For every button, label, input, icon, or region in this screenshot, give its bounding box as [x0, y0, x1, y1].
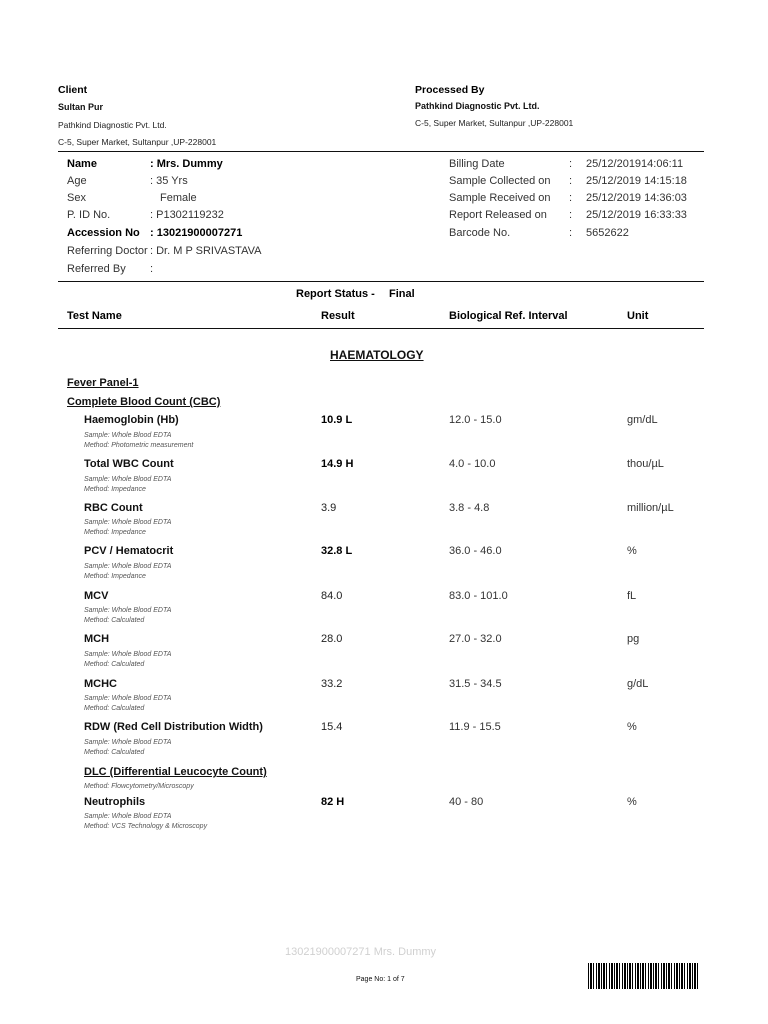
test-unit: thou/µL	[627, 458, 664, 470]
test-name: MCHC	[84, 678, 117, 690]
test-sample: Sample: Whole Blood EDTA	[84, 563, 172, 570]
test-result: 15.4	[321, 721, 343, 733]
column-test-name: Test Name	[67, 310, 122, 322]
test-method: Method: Calculated	[84, 617, 145, 624]
test-range: 4.0 - 10.0	[449, 458, 496, 470]
client-heading: Client	[58, 84, 88, 96]
test-range: 3.8 - 4.8	[449, 502, 490, 514]
test-sample: Sample: Whole Blood EDTA	[84, 813, 172, 820]
accession-label: Accession No	[67, 227, 140, 239]
column-unit: Unit	[627, 310, 649, 322]
patient-age-label: Age	[67, 175, 87, 187]
test-method: Method: Calculated	[84, 705, 145, 712]
processed-by-heading: Processed By	[415, 84, 485, 96]
test-unit: fL	[627, 590, 637, 602]
test-method: Method: Calculated	[84, 749, 145, 756]
panel-title: Fever Panel-1	[67, 377, 139, 389]
referring-doctor-value: : Dr. M P SRIVASTAVA	[150, 245, 262, 257]
barcode-image	[588, 963, 700, 989]
test-sample: Sample: Whole Blood EDTA	[84, 739, 172, 746]
test-sample: Sample: Whole Blood EDTA	[84, 432, 172, 439]
test-unit: g/dL	[627, 678, 649, 690]
barcode-no-label: Barcode No.	[449, 227, 511, 239]
header-divider	[58, 151, 704, 152]
billing-date-colon: :	[569, 158, 573, 170]
accession-value: : 13021900007271	[150, 227, 243, 239]
test-name: RDW (Red Cell Distribution Width)	[84, 721, 263, 733]
test-range: 36.0 - 46.0	[449, 545, 502, 557]
report-status-label: Report Status -	[296, 288, 375, 300]
test-sample: Sample: Whole Blood EDTA	[84, 476, 172, 483]
column-result: Result	[321, 310, 355, 322]
barcode-no-colon: :	[569, 227, 573, 239]
test-name: MCH	[84, 633, 110, 645]
test-name: Total WBC Count	[84, 458, 174, 470]
test-result: 84.0	[321, 590, 343, 602]
test-name: PCV / Hematocrit	[84, 545, 174, 557]
test-unit: pg	[627, 633, 640, 645]
sample-received-value: 25/12/2019 14:36:03	[586, 192, 687, 204]
test-unit: %	[627, 796, 637, 808]
client-name: Sultan Pur	[58, 102, 104, 112]
billing-date-value: 25/12/201914:06:11	[586, 158, 684, 170]
test-result: 82 H	[321, 796, 345, 808]
test-range: 12.0 - 15.0	[449, 414, 502, 426]
test-name: Neutrophils	[84, 796, 146, 808]
test-method: Method: Calculated	[84, 661, 145, 668]
billing-date-label: Billing Date	[449, 158, 505, 170]
test-unit: gm/dL	[627, 414, 658, 426]
test-name: MCV	[84, 590, 109, 602]
test-range: 27.0 - 32.0	[449, 633, 502, 645]
sample-received-colon: :	[569, 192, 573, 204]
test-result: 14.9 H	[321, 458, 354, 470]
sample-collected-colon: :	[569, 175, 573, 187]
patient-name-value: : Mrs. Dummy	[150, 158, 223, 170]
sample-collected-label: Sample Collected on	[449, 175, 551, 187]
processed-by-name: Pathkind Diagnostic Pvt. Ltd.	[415, 101, 540, 111]
test-sample: Sample: Whole Blood EDTA	[84, 607, 172, 614]
test-result: 10.9 L	[321, 414, 353, 426]
sample-collected-value: 25/12/2019 14:15:18	[586, 175, 687, 187]
test-method: Method: Photometric measurement	[84, 442, 194, 449]
test-sample: Sample: Whole Blood EDTA	[84, 695, 172, 702]
processed-by-address: C-5, Super Market, Sultanpur ,UP-228001	[415, 118, 574, 128]
test-range: 83.0 - 101.0	[449, 590, 508, 602]
report-released-colon: :	[569, 209, 573, 221]
patient-divider	[58, 281, 704, 282]
report-released-label: Report Released on	[449, 209, 547, 221]
test-result: 32.8 L	[321, 545, 353, 557]
patient-name-label: Name	[67, 158, 97, 170]
footer-watermark: 13021900007271 Mrs. Dummy	[285, 946, 437, 958]
referred-by-value: :	[150, 263, 154, 275]
test-method: Method: Impedance	[84, 529, 146, 536]
test-sample: Sample: Whole Blood EDTA	[84, 651, 172, 658]
sample-received-label: Sample Received on	[449, 192, 551, 204]
test-result: 3.9	[321, 502, 337, 514]
client-company: Pathkind Diagnostic Pvt. Ltd.	[58, 120, 167, 130]
test-method: Method: Impedance	[84, 573, 146, 580]
report-released-value: 25/12/2019 16:33:33	[586, 209, 687, 221]
test-range: 40 - 80	[449, 796, 484, 808]
test-method: Method: Impedance	[84, 486, 146, 493]
column-ref-interval: Biological Ref. Interval	[449, 310, 568, 322]
patient-age-value: : 35 Yrs	[150, 175, 188, 187]
test-unit: million/µL	[627, 502, 674, 514]
page-number: Page No: 1 of 7	[356, 976, 405, 983]
test-name: RBC Count	[84, 502, 143, 514]
report-status-value: Final	[389, 288, 415, 300]
test-range: 11.9 - 15.5	[449, 721, 501, 733]
barcode-no-value: 5652622	[586, 227, 629, 239]
patient-sex-value: Female	[160, 192, 197, 204]
patient-pid-value: : P1302119232	[150, 209, 224, 221]
subpanel-title: Complete Blood Count (CBC)	[67, 396, 221, 408]
dlc-title: DLC (Differential Leucocyte Count)	[84, 766, 267, 778]
test-range: 31.5 - 34.5	[449, 678, 502, 690]
test-sample: Sample: Whole Blood EDTA	[84, 519, 172, 526]
referring-doctor-label: Referring Doctor	[67, 245, 148, 257]
client-address: C-5, Super Market, Sultanpur ,UP-228001	[58, 137, 217, 147]
dlc-method: Method: Flowcytometry/Microscopy	[84, 783, 194, 790]
test-unit: %	[627, 721, 637, 733]
test-unit: %	[627, 545, 637, 557]
test-name: Haemoglobin (Hb)	[84, 414, 179, 426]
patient-pid-label: P. ID No.	[67, 209, 111, 221]
test-result: 28.0	[321, 633, 343, 645]
patient-sex-label: Sex	[67, 192, 86, 204]
test-method: Method: VCS Technology & Microscopy	[84, 823, 208, 830]
column-divider	[58, 328, 704, 329]
referred-by-label: Referred By	[67, 263, 126, 275]
test-result: 33.2	[321, 678, 343, 690]
section-title: HAEMATOLOGY	[330, 348, 424, 362]
